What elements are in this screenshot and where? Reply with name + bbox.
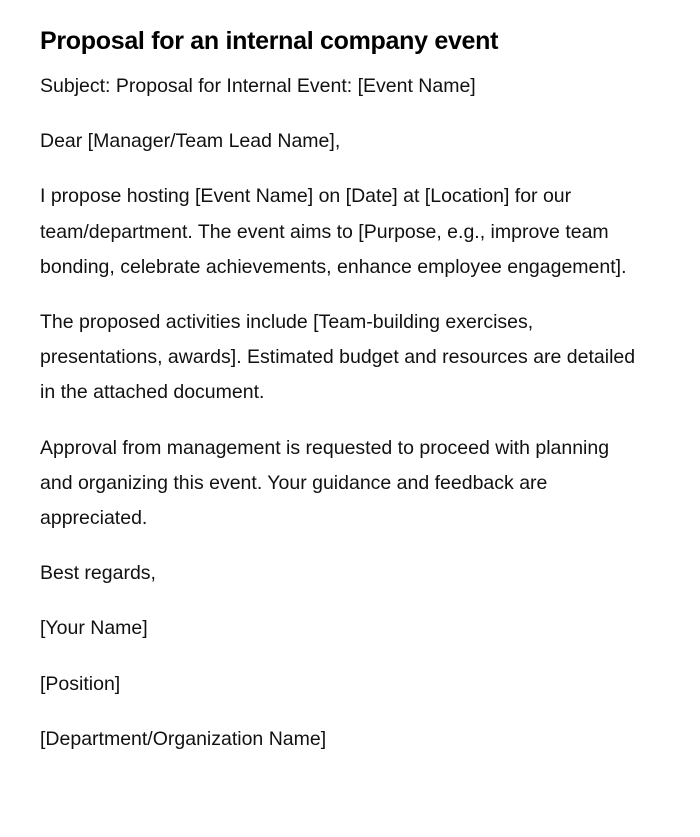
signature-position: [Position] — [40, 672, 121, 695]
subject-line: Subject: Proposal for Internal Event: [Event Name] — [40, 75, 476, 97]
signature-department: [Department/Organization Name] — [40, 727, 327, 750]
closing: Best regards, — [40, 562, 156, 585]
body-paragraph-intro: I propose hosting [Event Name] on [Date] at [Location] for our team/department. The event aims to [Purpose, e.g., improve team bonding, celebrate achievements, enhance employee engagement]. — [40, 185, 627, 278]
body-paragraph-activities: The proposed activities include [Team-building exercises, presentations, awards]. Estimated budget and resources are detailed in the attached document. — [40, 311, 636, 404]
signature-name: [Your Name] — [40, 617, 148, 640]
document — [40, 0, 640, 757]
salutation: Dear [Manager/Team Lead Name], — [40, 130, 341, 153]
body-paragraph-approval: Approval from management is requested to proceed with planning and organizing this event. Your guidance and feedback are appreciated. — [40, 436, 610, 530]
document-title: Proposal for an internal company event — [40, 27, 499, 55]
